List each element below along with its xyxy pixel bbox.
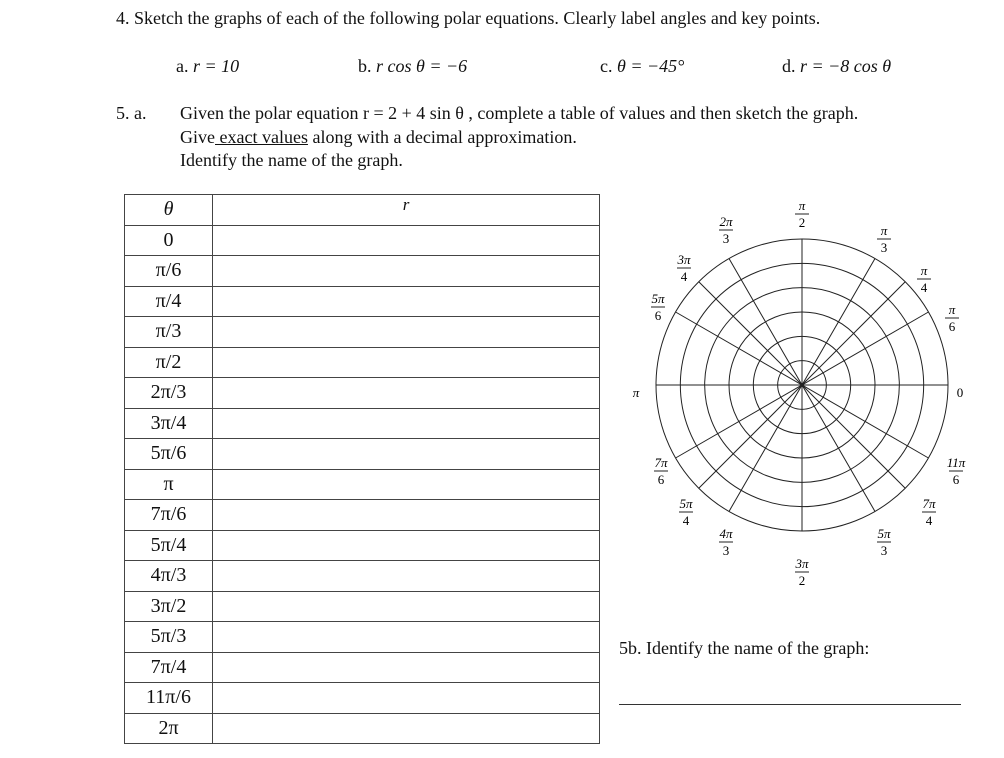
- problem-4c-equation: θ = −45°: [617, 56, 685, 76]
- problem-4a-label: a.: [176, 56, 189, 76]
- problem-4-heading: 4. Sketch the graphs of each of the following polar equations. Clearly label angles and key points.: [116, 8, 821, 28]
- angle-label: [651, 291, 665, 323]
- angle-label-numerator: 11π: [946, 455, 966, 470]
- problem-4d-label: d.: [782, 56, 796, 76]
- angle-label-denominator: 3: [880, 543, 888, 558]
- theta-cell: π/4: [125, 286, 213, 317]
- angle-label-denominator: 3: [722, 543, 730, 558]
- angle-label: [877, 526, 891, 558]
- theta-cell: 4π/3: [125, 561, 213, 592]
- r-header: r: [213, 195, 600, 226]
- problem-5-line-2-suffix: along with a decimal approximation.: [307, 127, 577, 147]
- problem-5-line-2-prefix: Give: [180, 127, 215, 147]
- angle-label: [945, 302, 959, 334]
- angle-label-numerator: 5π: [877, 526, 891, 541]
- problem-4b-label: b.: [358, 56, 372, 76]
- theta-cell: 5π/3: [125, 622, 213, 653]
- theta-cell: 0: [125, 225, 213, 256]
- theta-cell: 11π/6: [125, 683, 213, 714]
- theta-header: θ: [125, 195, 213, 226]
- angle-label-numerator: π: [632, 385, 640, 400]
- angle-label: [947, 455, 966, 487]
- theta-cell: π/3: [125, 317, 213, 348]
- angle-label-denominator: 6: [657, 472, 665, 487]
- theta-cell: 5π/6: [125, 439, 213, 470]
- angle-label-numerator: 0: [956, 385, 964, 400]
- angle-label: [917, 263, 931, 295]
- angle-label-denominator: 3: [722, 231, 730, 246]
- problem-4c-label: c.: [600, 56, 613, 76]
- angle-label-numerator: 4π: [719, 526, 733, 541]
- theta-cell: π/6: [125, 256, 213, 287]
- answer-blank-line[interactable]: [619, 704, 961, 705]
- problem-5-line-1: Given the polar equation r = 2 + 4 sin θ , complete a table of values and then sketch the graph.: [180, 103, 859, 123]
- theta-cell: 2π: [125, 713, 213, 744]
- angle-label-numerator: π: [920, 263, 928, 278]
- angle-label-numerator: 5π: [651, 291, 665, 306]
- angle-label-denominator: 4: [682, 513, 690, 528]
- angle-label-numerator: π: [798, 198, 806, 213]
- angle-label-denominator: 4: [920, 280, 928, 295]
- theta-cell: π: [125, 469, 213, 500]
- angle-label-denominator: 6: [654, 308, 662, 323]
- problem-4b-equation: r cos θ = −6: [376, 56, 468, 76]
- angle-label-numerator: 7π: [922, 496, 936, 511]
- angle-label-denominator: 2: [798, 215, 806, 230]
- problem-4a-equation: r = 10: [193, 56, 240, 76]
- angle-label: [795, 198, 809, 230]
- angle-label-denominator: 6: [952, 472, 960, 487]
- angle-label-numerator: 2π: [719, 214, 733, 229]
- theta-cell: π/2: [125, 347, 213, 378]
- angle-label-numerator: 3π: [795, 556, 809, 571]
- angle-label-denominator: 2: [798, 573, 806, 588]
- angle-label-denominator: 6: [948, 319, 956, 334]
- angle-label-denominator: 4: [925, 513, 933, 528]
- angle-label-numerator: 3π: [677, 252, 691, 267]
- angle-label: [719, 526, 733, 558]
- angle-label-numerator: π: [880, 223, 888, 238]
- angle-label: [654, 455, 668, 487]
- angle-label-numerator: 7π: [654, 455, 668, 470]
- angle-label: [922, 496, 936, 528]
- theta-cell: 2π/3: [125, 378, 213, 409]
- angle-label-denominator: 4: [680, 269, 688, 284]
- angle-label: [679, 496, 693, 528]
- theta-cell: 3π/4: [125, 408, 213, 439]
- angle-label: [719, 214, 733, 246]
- theta-cell: 7π/4: [125, 652, 213, 683]
- problem-5-line-3: Identify the name of the graph.: [180, 150, 403, 170]
- theta-cell: 3π/2: [125, 591, 213, 622]
- angle-label-numerator: π: [948, 302, 956, 317]
- angle-label: [957, 385, 964, 400]
- theta-cell: 5π/4: [125, 530, 213, 561]
- angle-label: [676, 252, 691, 284]
- problem-5-number: 5. a.: [116, 103, 147, 123]
- angle-label-denominator: 3: [880, 240, 888, 255]
- problem-4d-equation: r = −8 cos θ: [800, 56, 892, 76]
- angle-label: [633, 385, 640, 400]
- theta-cell: 7π/6: [125, 500, 213, 531]
- angle-label: [877, 223, 891, 255]
- exact-values-underlined: exact values: [215, 127, 308, 147]
- problem-5b-text: 5b. Identify the name of the graph:: [619, 638, 870, 658]
- angle-label: [794, 556, 809, 588]
- angle-label-numerator: 5π: [679, 496, 693, 511]
